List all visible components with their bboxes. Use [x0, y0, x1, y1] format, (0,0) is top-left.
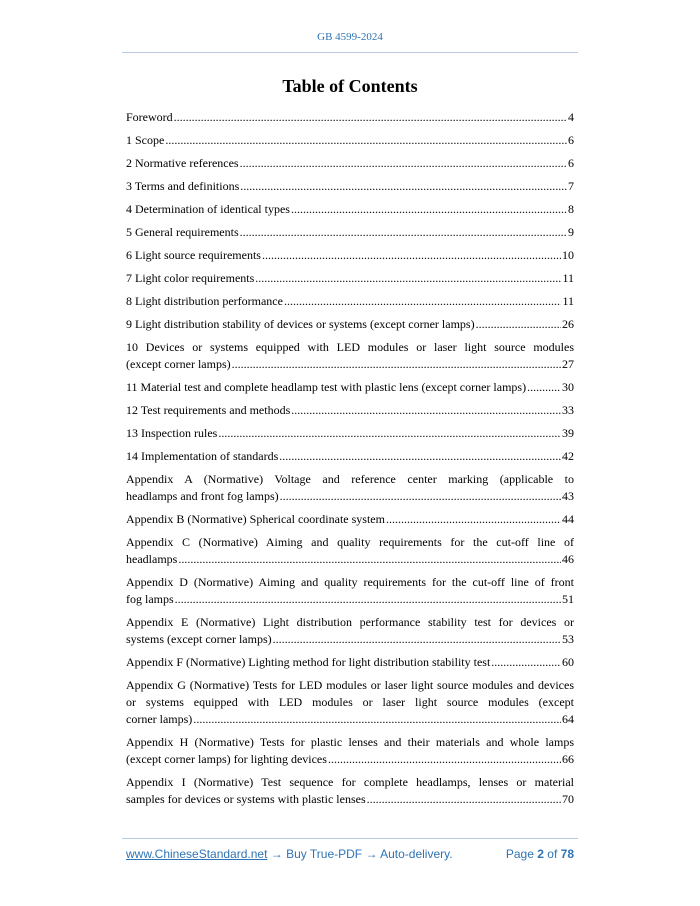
toc-entry[interactable] — [126, 247, 574, 264]
toc-dot-leader — [291, 402, 561, 419]
toc-entry[interactable] — [126, 293, 574, 310]
page-current: 2 — [537, 847, 544, 861]
toc-entry[interactable] — [126, 534, 574, 568]
toc-dot-leader — [240, 224, 567, 241]
toc-dot-leader — [218, 425, 561, 442]
toc-page-number: 8 — [568, 202, 574, 216]
page-title: Table of Contents — [282, 76, 418, 96]
toc-entry-title: 9 Light distribution stability of devices or systems (except corner lamps) — [126, 317, 475, 331]
footer-divider — [122, 838, 578, 839]
toc-page-number: 43 — [562, 489, 574, 503]
toc-dot-leader — [284, 293, 561, 310]
toc-dot-leader — [491, 654, 561, 671]
toc-entry-title: 5 General requirements — [126, 225, 239, 239]
toc-page-number: 7 — [568, 179, 574, 193]
toc-page-number: 10 — [562, 248, 574, 262]
toc-dot-leader — [367, 791, 561, 808]
toc-entry[interactable] — [126, 201, 574, 218]
toc-dot-leader — [273, 631, 561, 648]
toc-entry[interactable] — [126, 654, 574, 671]
toc-entry[interactable] — [126, 132, 574, 149]
toc-dot-leader — [240, 178, 567, 195]
toc-entry[interactable] — [126, 734, 574, 768]
toc-dot-leader — [328, 751, 561, 768]
toc-page-number: 27 — [562, 357, 574, 371]
toc-dot-leader — [240, 155, 567, 172]
toc-dot-leader — [476, 316, 561, 333]
toc-dot-leader — [262, 247, 561, 264]
toc-dot-leader — [280, 488, 561, 505]
toc-entry-title: 14 Implementation of standards — [126, 449, 279, 463]
toc-page-number: 4 — [568, 110, 574, 124]
toc-page-number: 39 — [562, 426, 574, 440]
toc-page-number: 30 — [562, 380, 574, 394]
toc-entry-title: 6 Light source requirements — [126, 248, 261, 262]
toc-entry[interactable] — [126, 511, 574, 528]
toc-page-number: 66 — [562, 752, 574, 766]
toc-dot-leader — [279, 448, 561, 465]
toc-entry[interactable] — [126, 677, 574, 728]
toc-entry-title: fog lamps — [126, 592, 174, 606]
toc-entry-title: Appendix F (Normative) Lighting method for light distribution stability test — [126, 655, 491, 669]
toc-dot-leader — [165, 132, 567, 149]
toc-entry-title-start: Appendix D (Normative) Aiming and quality requirements for the cut-off line of front — [126, 575, 574, 589]
toc-entry-title: systems (except corner lamps) — [126, 632, 272, 646]
toc-entry-title-start: Appendix I (Normative) Test sequence for complete headlamps, lenses or material — [126, 775, 574, 789]
standard-code-header: GB 4599-2024 — [317, 31, 383, 43]
toc-entry[interactable] — [126, 448, 574, 465]
toc-page-number: 46 — [562, 552, 574, 566]
toc-entry-title: (except corner lamps) — [126, 357, 231, 371]
toc-page-number: 33 — [562, 403, 574, 417]
toc-entry-title: 11 Material test and complete headlamp test with plastic lens (except corner lamps) — [126, 380, 527, 394]
page-total: 78 — [560, 847, 574, 861]
toc-entry[interactable] — [126, 339, 574, 373]
toc-entry-title-start: Appendix H (Normative) Tests for plastic lenses and their materials and whole lamps — [126, 735, 574, 749]
toc-page-number: 64 — [562, 712, 574, 726]
table-of-contents — [126, 109, 574, 814]
toc-entry[interactable] — [126, 155, 574, 172]
toc-entry-title: 1 Scope — [126, 133, 165, 147]
toc-page-number: 44 — [562, 512, 574, 526]
toc-page-number: 11 — [562, 294, 574, 308]
toc-page-number: 6 — [568, 133, 574, 147]
toc-entry-title: 2 Normative references — [126, 156, 239, 170]
toc-dot-leader — [386, 511, 561, 528]
page-label: Page — [505, 847, 534, 861]
toc-page-number: 26 — [562, 317, 574, 331]
toc-entry-title: headlamps — [126, 552, 178, 566]
toc-dot-leader — [193, 711, 561, 728]
toc-dot-leader — [527, 379, 561, 396]
toc-entry-title: samples for devices or systems with plastic lenses — [126, 792, 366, 806]
toc-dot-leader — [175, 591, 561, 608]
toc-entry[interactable] — [126, 109, 574, 126]
toc-entry[interactable] — [126, 402, 574, 419]
toc-dot-leader — [232, 356, 561, 373]
toc-page-number: 11 — [562, 271, 574, 285]
toc-entry-title: 7 Light color requirements — [126, 271, 255, 285]
toc-page-number: 53 — [562, 632, 574, 646]
toc-page-number: 9 — [568, 225, 574, 239]
toc-entry-title: headlamps and front fog lamps) — [126, 489, 279, 503]
toc-entry-title-start: Appendix A (Normative) Voltage and reference center marking (applicable to — [126, 472, 574, 486]
toc-entry-title: 4 Determination of identical types — [126, 202, 290, 216]
toc-entry-title-start: Appendix E (Normative) Light distribution performance stability test for devices or — [126, 615, 574, 629]
toc-entry-title: 3 Terms and definitions — [126, 179, 240, 193]
toc-entry-title: Foreword — [126, 110, 173, 124]
toc-dot-leader — [255, 270, 561, 287]
toc-entry-title-start: Appendix C (Normative) Aiming and quality requirements for the cut-off line of — [126, 535, 574, 549]
toc-entry-title: 13 Inspection rules — [126, 426, 218, 440]
toc-entry[interactable] — [126, 316, 574, 333]
toc-dot-leader — [178, 551, 561, 568]
toc-entry[interactable] — [126, 471, 574, 505]
page-of: of — [547, 847, 558, 861]
footer-tagline: → Buy True-PDF → Auto-delivery. — [267, 847, 453, 861]
toc-entry[interactable] — [126, 614, 574, 648]
footer-promo — [126, 847, 453, 861]
toc-page-number: 70 — [562, 792, 574, 806]
toc-page-number: 42 — [562, 449, 574, 463]
toc-entry[interactable] — [126, 774, 574, 808]
toc-entry-title: (except corner lamps) for lighting devices — [126, 752, 327, 766]
toc-entry[interactable] — [126, 178, 574, 195]
toc-page-number: 51 — [562, 592, 574, 606]
toc-entry[interactable] — [126, 574, 574, 608]
toc-dot-leader — [174, 109, 567, 126]
header-divider — [122, 52, 578, 53]
toc-entry-title: corner lamps) — [126, 712, 193, 726]
toc-entry-title: 8 Light distribution performance — [126, 294, 283, 308]
website-link[interactable]: www.ChineseStandard.net — [126, 847, 268, 861]
toc-entry[interactable] — [126, 425, 574, 442]
toc-entry[interactable] — [126, 379, 574, 396]
toc-entry[interactable] — [126, 270, 574, 287]
toc-page-number: 60 — [562, 655, 574, 669]
page-number — [506, 847, 574, 861]
toc-dot-leader — [291, 201, 567, 218]
toc-entry[interactable] — [126, 224, 574, 241]
toc-entry-title: Appendix B (Normative) Spherical coordinate system — [126, 512, 385, 526]
toc-entry-title-start: Appendix G (Normative) Tests for LED modules or laser light source modules and devices or systems equipped with LED modules or laser light source modules (except — [126, 678, 574, 709]
toc-entry-title: 12 Test requirements and methods — [126, 403, 291, 417]
toc-entry-title-start: 10 Devices or systems equipped with LED modules or laser light source modules — [126, 340, 574, 354]
page-footer — [126, 847, 574, 861]
toc-page-number: 6 — [568, 156, 574, 170]
